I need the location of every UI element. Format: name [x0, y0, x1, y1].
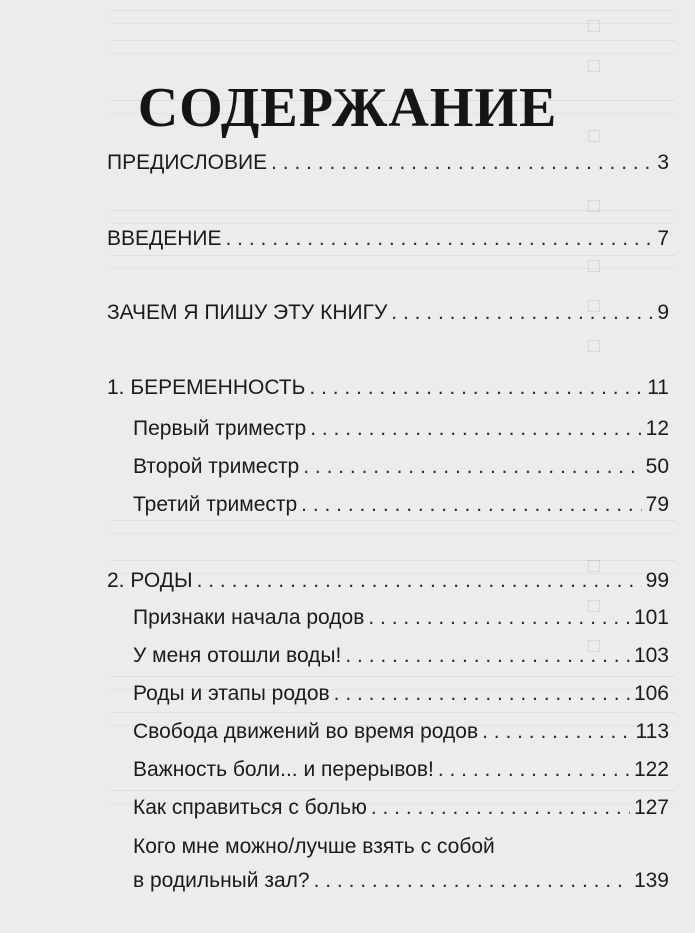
dot-leader [482, 721, 631, 742]
toc-entry-label: Важность боли... и перерывов! [133, 758, 434, 781]
toc-entry-page: 122 [633, 758, 669, 781]
toc-entry-first-trimester[interactable] [133, 418, 669, 439]
toc-entry-label: 1. БЕРЕМЕННОСТЬ [107, 376, 306, 399]
toc-entry-introduction[interactable] [107, 228, 669, 249]
dot-leader [271, 152, 653, 173]
toc-entry-page: 11 [647, 376, 669, 399]
toc-entry-page: 9 [657, 301, 669, 324]
toc-entry-coping-with-pain[interactable] [133, 797, 669, 818]
toc-entry-label: Второй триместр [133, 455, 300, 478]
dot-leader [371, 797, 630, 818]
toc-entry-label: Как справиться с болью [133, 796, 367, 819]
toc-entry-page: 101 [633, 606, 669, 629]
toc-entry-label: Признаки начала родов [133, 606, 365, 629]
dot-leader [368, 607, 630, 628]
toc-entry-chapter-birth[interactable] [107, 570, 669, 591]
toc-entry-page: 106 [633, 682, 669, 705]
toc-entry-label: ПРЕДИСЛОВИЕ [107, 151, 268, 174]
toc-entry-page: 127 [633, 796, 669, 819]
dot-leader [309, 377, 643, 398]
toc-entry-page: 3 [657, 151, 669, 174]
toc-entry-page: 103 [633, 644, 669, 667]
toc-entry-label-line1: Кого мне можно/лучше взять с собой [133, 835, 495, 858]
toc-entry-page: 50 [645, 455, 669, 478]
toc-entry-preface[interactable] [107, 152, 669, 173]
dot-leader [226, 228, 654, 249]
toc-entry-label: У меня отошли воды! [133, 644, 342, 667]
dot-leader [310, 418, 641, 439]
dot-leader [334, 683, 630, 704]
toc-entry-page: 99 [645, 569, 669, 592]
toc-entry-water-broke[interactable] [133, 645, 669, 666]
toc-entry-label: 2. РОДЫ [107, 569, 193, 592]
toc-entry-page: 113 [635, 720, 669, 743]
toc-entry-importance-of-pain[interactable] [133, 759, 669, 780]
toc-entry-birth-companion[interactable] [133, 870, 669, 891]
toc-entry-page: 139 [633, 869, 669, 892]
toc-entry-label: ЗАЧЕМ Я ПИШУ ЭТУ КНИГУ [107, 301, 388, 324]
dot-leader [197, 570, 642, 591]
toc-entry-label: Роды и этапы родов [133, 682, 330, 705]
toc-entry-page: 7 [657, 227, 669, 250]
dot-leader [391, 302, 653, 323]
toc-entry-labor-stages[interactable] [133, 683, 669, 704]
toc-entry-why-i-write[interactable] [107, 302, 669, 323]
dot-leader [303, 456, 641, 477]
toc-entry-label: Третий триместр [133, 493, 298, 516]
page-title: СОДЕРЖАНИЕ [137, 76, 558, 139]
toc-entry-label: Первый триместр [133, 417, 307, 440]
toc-entry-label: ВВЕДЕНИЕ [107, 227, 222, 250]
toc-entry-second-trimester[interactable] [133, 456, 669, 477]
toc-entry-third-trimester[interactable] [133, 494, 669, 515]
toc-entry-label: в родильный зал? [133, 869, 310, 892]
toc-entry-signs-of-labor[interactable] [133, 607, 669, 628]
dot-leader [438, 759, 630, 780]
toc-entry-freedom-of-movement[interactable] [133, 721, 669, 742]
toc-entry-chapter-pregnancy[interactable] [107, 377, 669, 398]
dot-leader [345, 645, 630, 666]
dot-leader [301, 494, 641, 515]
toc-entry-page: 12 [645, 417, 669, 440]
dot-leader [314, 870, 630, 891]
toc-entry-page: 79 [645, 493, 669, 516]
toc-entry-label: Свобода движений во время родов [133, 720, 479, 743]
